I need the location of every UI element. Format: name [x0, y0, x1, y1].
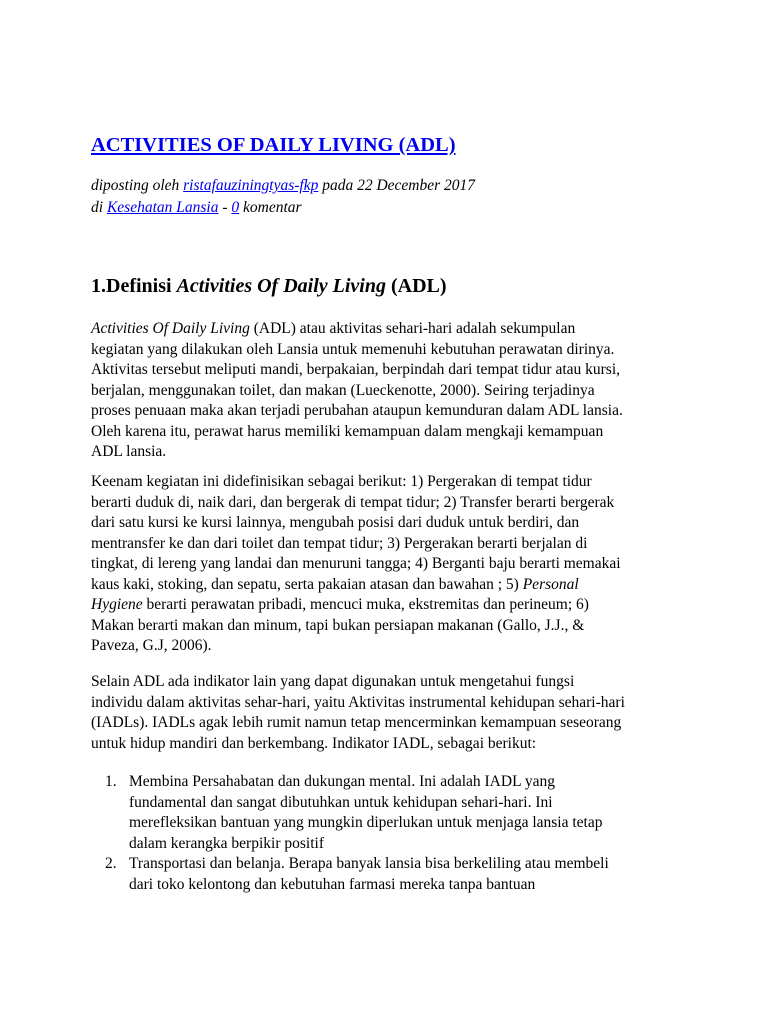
list-item [91, 772, 609, 854]
list-item-line: dalam kerangka berpikir positif [129, 834, 324, 852]
paragraph-line: tingkat, di lereng yang landai dan menuruni tangga; 4) Berganti baju berarti memakai [91, 555, 621, 572]
list-item-number: 2. [105, 855, 117, 872]
list-item-line: merefleksikan bantuan yang mungkin diperlukan untuk menjaga lansia tetap [129, 814, 603, 831]
list-item-line: dari toko kelontong dan kebutuhan farmasi mereka tanpa bantuan [129, 875, 536, 893]
comment-count-link[interactable]: 0 [231, 199, 240, 216]
list-item-line: Membina Persahabatan dan dukungan mental. Ini adalah IADL yang [129, 773, 555, 790]
post-meta-line-2 [91, 197, 475, 219]
section-heading-suffix: (ADL) [385, 275, 447, 297]
post-meta-line-1 [91, 175, 475, 197]
paragraph-iadl-intro [91, 672, 625, 754]
paragraph-italic-term: Activities Of Daily Living [91, 320, 250, 337]
posted-by-prefix: diposting oleh [91, 177, 184, 194]
paragraph-line: proses penuaan maka akan terjadi perubahan ataupun kemunduran dalam ADL lansia. [91, 402, 623, 419]
paragraph-text: berarti perawatan pribadi, mencuci muka, ekstremitas dan perineum; 6) [142, 596, 589, 613]
paragraph-line: berjalan, menggunakan toilet, dan makan (Lueckenotte, 2000). Seiring terjadinya [91, 381, 595, 399]
paragraph-text: (ADL) atau aktivitas sehari-hari adalah sekumpulan [249, 320, 576, 337]
section-heading [91, 272, 447, 300]
post-meta [91, 175, 475, 219]
paragraph-line: kegiatan yang dilakukan oleh Lansia untuk memenuhi kebutuhan perawatan dirinya. [91, 340, 615, 358]
comment-suffix: komentar [239, 199, 302, 216]
list-item [91, 854, 609, 895]
paragraph-line: Oleh karena itu, perawat harus memiliki kemampuan dalam mengkaji kemampuan [91, 422, 604, 440]
post-date: pada 22 December 2017 [318, 177, 476, 194]
paragraph-line: untuk hidup mandiri dan berkembang. Indikator IADL, sebagai berikut: [91, 734, 537, 752]
section-heading-prefix: 1.Definisi [91, 275, 177, 297]
paragraph-line: Selain ADL ada indikator lain yang dapat digunakan untuk mengetahui fungsi [91, 673, 575, 690]
author-link[interactable]: ristafauziningtyas-fkp [183, 177, 319, 194]
paragraph-line [91, 319, 623, 340]
paragraph-line: dari satu kursi ke kursi lainnya, mengubah posisi dari duduk untuk berdiri, dan [91, 514, 580, 531]
list-item-line: fundamental dan sangat dibutuhkan untuk kehidupan sehari-hari. Ini [129, 793, 553, 811]
paragraph-line [91, 595, 621, 616]
list-item-line: Transportasi dan belanja. Berapa banyak lansia bisa berkeliling atau membeli [129, 855, 609, 872]
paragraph-line: ADL lansia. [91, 443, 167, 460]
paragraph-italic-term: Personal [522, 575, 579, 593]
paragraph-line: mentransfer ke dan dari toilet dan tempat tidur; 3) Pergerakan berarti berjalan di [91, 534, 588, 552]
meta-separator: - [218, 199, 232, 216]
paragraph-line: (IADLs). IADLs agak lebih rumit namun tetap mencerminkan kemampuan seseorang [91, 714, 622, 731]
paragraph-line: Paveza, G.J, 2006). [91, 637, 212, 654]
paragraph-line: Aktivitas tersebut meliputi mandi, berpakaian, berpindah dari tempat tidur atau kursi, [91, 361, 621, 378]
paragraph-line: Makan berarti makan dan minum, tapi bukan persiapan makanan (Gallo, J.J., & [91, 616, 585, 634]
list-item-number: 1. [105, 773, 117, 790]
paragraph-italic-term: Hygiene [91, 596, 143, 613]
paragraph-line: berarti duduk di, naik dari, dan bergerak di tempat tidur; 2) Transfer berarti bergerak [91, 493, 615, 511]
paragraph-six-activities [91, 472, 621, 657]
paragraph-line: individu dalam aktivitas sehar-hari, yaitu Aktivitas instrumental kehidupan sehari-hari [91, 693, 625, 711]
paragraph-line [91, 575, 621, 596]
post-title-link[interactable]: ACTIVITIES OF DAILY LIVING (ADL) [91, 134, 456, 156]
post-title [91, 131, 456, 159]
category-prefix: di [91, 199, 107, 216]
paragraph-text: kaus kaki, stoking, dan sepatu, serta pakaian atasan dan bawahan ; 5) [91, 575, 523, 593]
category-link[interactable]: Kesehatan Lansia [106, 199, 219, 216]
paragraph-line: Keenam kegiatan ini didefinisikan sebagai berikut: 1) Pergerakan di tempat tidur [91, 473, 592, 490]
iadl-list [91, 772, 609, 895]
section-heading-italic: Activities Of Daily Living [176, 275, 386, 297]
paragraph-definition [91, 319, 623, 463]
